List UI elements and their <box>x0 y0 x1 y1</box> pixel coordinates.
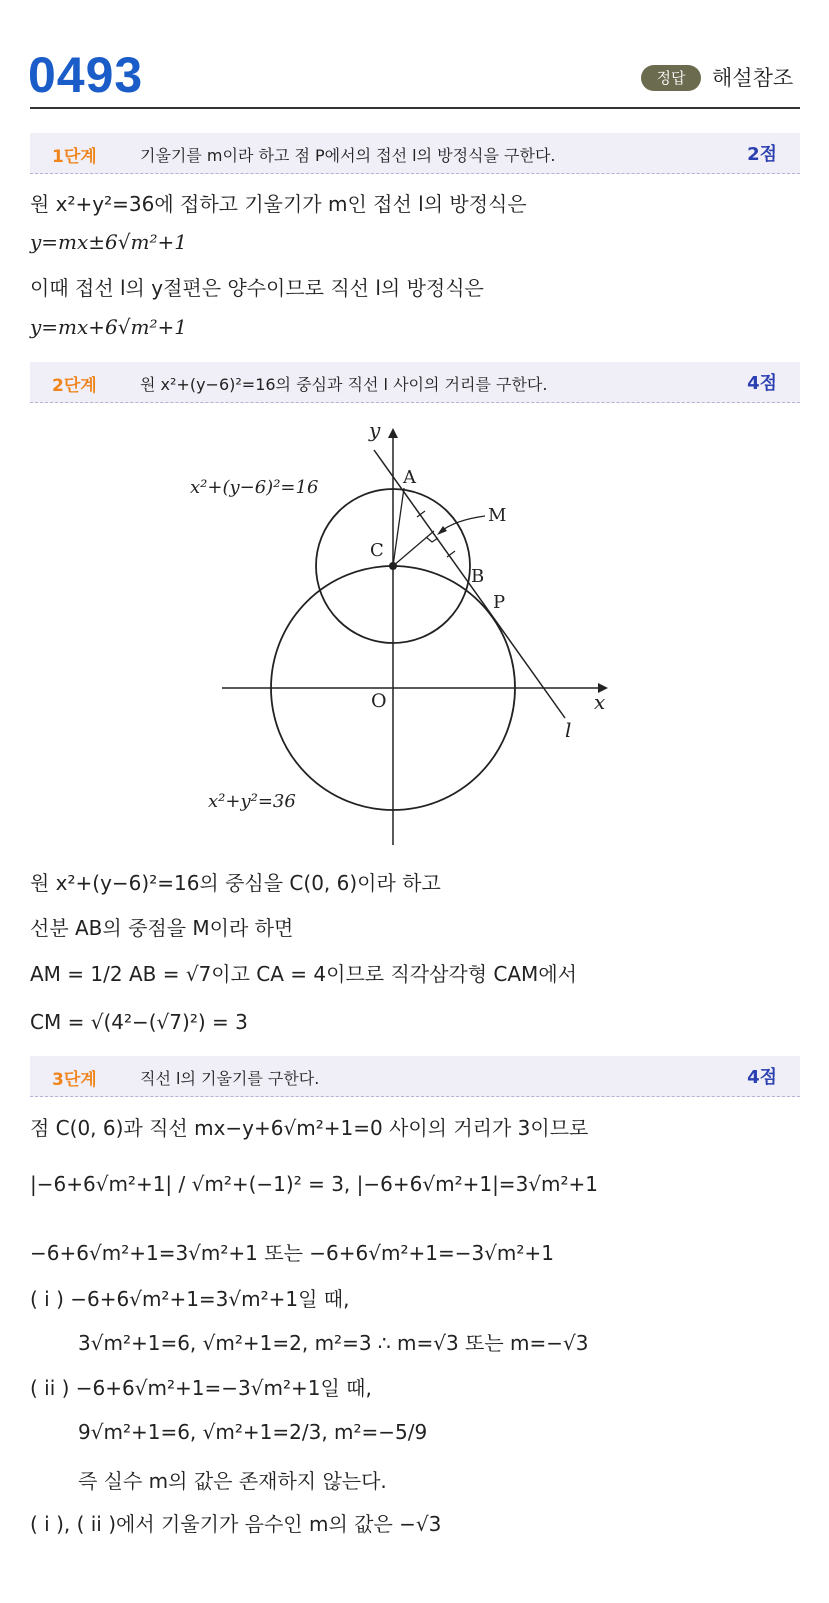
answer-badge: 정답 <box>641 65 701 91</box>
segment-CM <box>393 531 434 566</box>
s3-line-3: −6+6√m²+1=3√m²+1 또는 −6+6√m²+1=−3√m²+1 <box>30 1241 554 1265</box>
problem-number: 0493 <box>28 47 144 103</box>
s1-line-4: y=mx+6√m²+1 <box>30 315 187 339</box>
large-circle-label: x²+y²=36 <box>208 791 296 812</box>
s2-line-3: AM = 1/2 AB = √7이고 CA = 4이므로 직각삼각형 CAM에서 <box>30 962 577 986</box>
s1-line-2: y=mx±6√m²+1 <box>30 230 187 254</box>
m-pointer-arrow-icon <box>437 526 447 535</box>
s2-line-1: 원 x²+(y−6)²=16의 중심을 C(0, 6)이라 하고 <box>30 871 441 895</box>
step3-desc: 직선 l의 기울기를 구한다. <box>140 1069 320 1088</box>
x-axis-label: x <box>594 690 606 714</box>
point-C-label: C <box>370 540 384 561</box>
segment-CA <box>393 488 404 566</box>
tangent-line <box>374 450 565 718</box>
center-dot <box>389 562 397 570</box>
s2-line-2: 선분 AB의 중점을 M이라 하면 <box>30 916 294 940</box>
s3-line-9: ( i ), ( ii )에서 기울기가 음수인 m의 값은 −√3 <box>30 1512 442 1536</box>
answer-text: 해설참조 <box>712 66 794 90</box>
y-axis-label: y <box>369 418 381 442</box>
step1-desc: 기울기를 m이라 하고 점 P에서의 접선 l의 방정식을 구한다. <box>140 146 556 165</box>
s3-line-8: 즉 실수 m의 값은 존재하지 않는다. <box>78 1469 387 1493</box>
point-B-label: B <box>471 566 485 587</box>
point-A-label: A <box>403 467 416 488</box>
step1-points: 2점 <box>747 144 777 165</box>
step2-label: 2단계 <box>52 376 97 396</box>
step3-points: 4점 <box>747 1067 777 1088</box>
step2-desc: 원 x²+(y−6)²=16의 중심과 직선 l 사이의 거리를 구한다. <box>140 375 548 394</box>
step2-points: 4점 <box>747 373 777 394</box>
point-P-label: P <box>493 592 506 613</box>
s2-line-4: CM = √(4²−(√7)²) = 3 <box>30 1010 248 1034</box>
step1-label: 1단계 <box>52 147 97 167</box>
s3-line-4: ( i ) −6+6√m²+1=3√m²+1일 때, <box>30 1287 350 1311</box>
s3-line-7: 9√m²+1=6, √m²+1=2/3, m²=−5/9 <box>78 1420 428 1444</box>
m-pointer <box>440 516 485 532</box>
line-l-label: l <box>565 718 572 742</box>
s3-line-5: 3√m²+1=6, √m²+1=2, m²=3 ∴ m=√3 또는 m=−√3 <box>78 1331 589 1355</box>
y-axis-arrow-icon <box>388 428 398 438</box>
step3-label: 3단계 <box>52 1070 97 1090</box>
point-M-label: M <box>488 505 507 526</box>
s1-line-1: 원 x²+y²=36에 접하고 기울기가 m인 접선 l의 방정식은 <box>30 192 527 216</box>
s3-line-6: ( ii ) −6+6√m²+1=−3√m²+1일 때, <box>30 1376 372 1400</box>
small-circle-label: x²+(y−6)²=16 <box>190 477 319 498</box>
s3-line-1: 점 C(0, 6)과 직선 mx−y+6√m²+1=0 사이의 거리가 3이므로 <box>30 1116 589 1140</box>
s3-line-2: |−6+6√m²+1| / √m²+(−1)² = 3, |−6+6√m²+1|=3√m²+1 <box>30 1172 599 1196</box>
origin-label: O <box>371 690 387 712</box>
s1-line-3: 이때 접선 l의 y절편은 양수이므로 직선 l의 방정식은 <box>30 276 484 300</box>
